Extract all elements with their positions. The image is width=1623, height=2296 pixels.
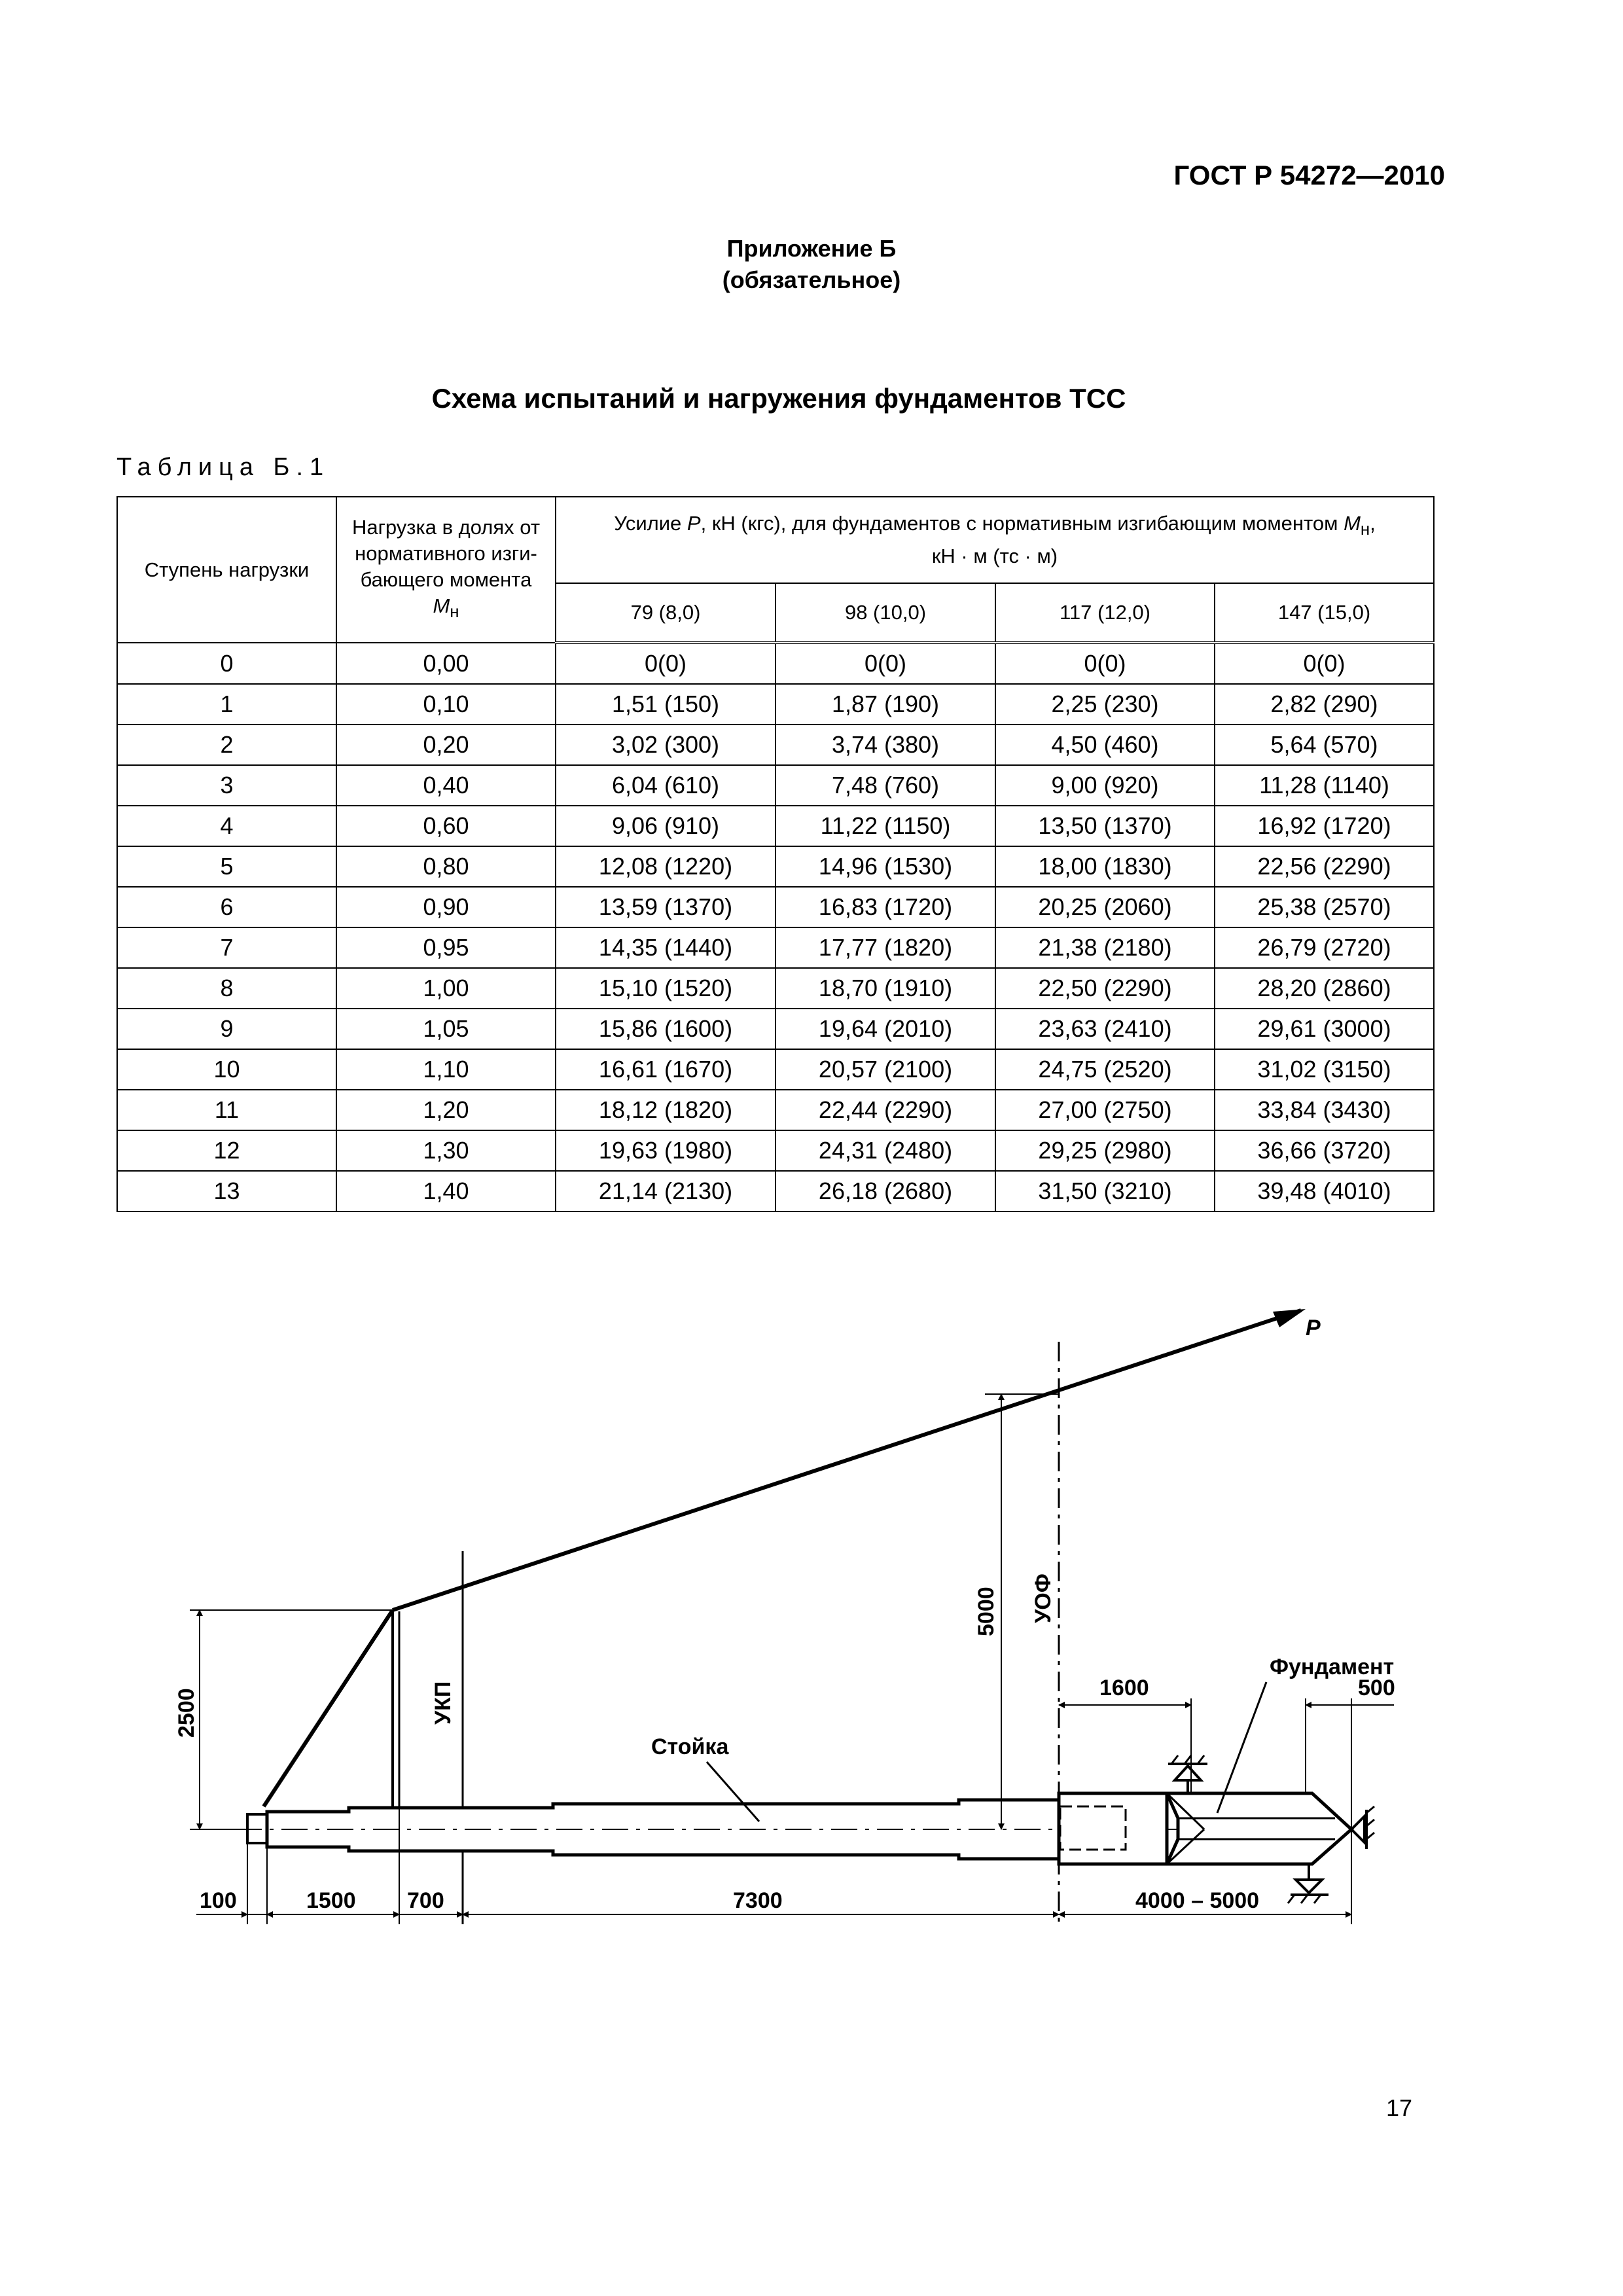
table-cell: 19,64 (2010)	[776, 1009, 995, 1049]
header-moment: 79 (8,0)	[556, 583, 776, 643]
table-row	[117, 765, 1434, 806]
header-share	[336, 497, 556, 643]
table-cell: 24,31 (2480)	[776, 1130, 995, 1171]
ukp-label: УКП	[431, 1681, 455, 1725]
table-cell: 4,50 (460)	[995, 725, 1215, 765]
table-cell: 0,40	[336, 765, 556, 806]
table-cell: 18,12 (1820)	[556, 1090, 776, 1130]
appendix-status: (обязательное)	[722, 266, 901, 293]
appendix-title: Приложение Б	[726, 235, 897, 262]
header-moment: 98 (10,0)	[776, 583, 995, 643]
table-cell: 1,40	[336, 1171, 556, 1211]
header-force-b: , кН (кгс), для фундаментов с нормативным изгибающим моментом	[700, 512, 1344, 535]
table-cell: 2,25 (230)	[995, 684, 1215, 725]
table-cell: 18,00 (1830)	[995, 846, 1215, 887]
table-cell: 29,61 (3000)	[1215, 1009, 1434, 1049]
table-row	[117, 1171, 1434, 1211]
table-cell: 16,83 (1720)	[776, 887, 995, 927]
table-row	[117, 1009, 1434, 1049]
table-cell: 29,25 (2980)	[995, 1130, 1215, 1171]
table-cell: 3,74 (380)	[776, 725, 995, 765]
table-cell: 20,57 (2100)	[776, 1049, 995, 1090]
table-cell: 2	[117, 725, 336, 765]
table-cell: 0(0)	[995, 643, 1215, 684]
table-row	[117, 887, 1434, 927]
table-row	[117, 1049, 1434, 1090]
table-cell: 12,08 (1220)	[556, 846, 776, 887]
dim-500-label: 500	[1358, 1676, 1395, 1700]
table-cell: 3,02 (300)	[556, 725, 776, 765]
dim-1600	[1059, 1698, 1191, 1793]
header-force-c: ,	[1370, 512, 1376, 535]
table-cell: 0,20	[336, 725, 556, 765]
page-number: 17	[1386, 2094, 1413, 2121]
table-cell: 0(0)	[556, 643, 776, 684]
table-cell: 0(0)	[1215, 643, 1434, 684]
table-label: Таблица Б.1	[116, 454, 330, 481]
load-table	[116, 496, 1435, 1212]
support-bottom	[1288, 1864, 1329, 1903]
table-cell: 31,02 (3150)	[1215, 1049, 1434, 1090]
load-line-p	[264, 1309, 1306, 1806]
table-cell: 12	[117, 1130, 336, 1171]
table-cell: 17,77 (1820)	[776, 927, 995, 968]
table-cell: 1,10	[336, 1049, 556, 1090]
table-cell: 33,84 (3430)	[1215, 1090, 1434, 1130]
table-row	[117, 927, 1434, 968]
header-step: Ступень нагрузки	[117, 497, 336, 643]
table-cell: 39,48 (4010)	[1215, 1171, 1434, 1211]
header-force-a: Усилие	[614, 512, 687, 535]
dim-4000-5000-label: 4000 – 5000	[1135, 1888, 1260, 1913]
dim-7300-label: 7300	[733, 1888, 783, 1913]
table-cell: 22,56 (2290)	[1215, 846, 1434, 887]
table-cell: 13,50 (1370)	[995, 806, 1215, 846]
table-cell: 11,22 (1150)	[776, 806, 995, 846]
table-cell: 6	[117, 887, 336, 927]
table-cell: 7,48 (760)	[776, 765, 995, 806]
table-cell: 7	[117, 927, 336, 968]
table-row	[117, 968, 1434, 1009]
table-cell: 1,20	[336, 1090, 556, 1130]
support-top	[1168, 1755, 1207, 1795]
support-right	[1351, 1806, 1374, 1849]
force-p-label: Р	[1306, 1316, 1321, 1340]
table-cell: 1,51 (150)	[556, 684, 776, 725]
table-row	[117, 1090, 1434, 1130]
table-cell: 1	[117, 684, 336, 725]
table-cell: 13,59 (1370)	[556, 887, 776, 927]
table-cell: 0,80	[336, 846, 556, 887]
table-cell: 11,28 (1140)	[1215, 765, 1434, 806]
table-cell: 22,44 (2290)	[776, 1090, 995, 1130]
page-title: Схема испытаний и нагружения фундаментов ТСС	[431, 383, 1126, 414]
post-label: Стойка	[651, 1734, 729, 1759]
table-cell: 21,14 (2130)	[556, 1171, 776, 1211]
header-force-p: Р	[687, 512, 701, 535]
table-row	[117, 684, 1434, 725]
table-cell: 16,92 (1720)	[1215, 806, 1434, 846]
table-cell: 0,10	[336, 684, 556, 725]
table-cell: 8	[117, 968, 336, 1009]
header-moment: 117 (12,0)	[995, 583, 1215, 643]
table-cell: 2,82 (290)	[1215, 684, 1434, 725]
table-cell: 1,05	[336, 1009, 556, 1049]
table-cell: 26,79 (2720)	[1215, 927, 1434, 968]
table-row	[117, 1130, 1434, 1171]
table-row	[117, 643, 1434, 684]
table-row	[117, 725, 1434, 765]
table-cell: 28,20 (2860)	[1215, 968, 1434, 1009]
table-cell: 0,60	[336, 806, 556, 846]
dim-1500-label: 1500	[306, 1888, 356, 1913]
table-cell: 0(0)	[776, 643, 995, 684]
table-cell: 27,00 (2750)	[995, 1090, 1215, 1130]
header-force-sub: н	[1360, 520, 1370, 539]
dim-100-label: 100	[200, 1888, 237, 1913]
table-row	[117, 806, 1434, 846]
table-cell: 5,64 (570)	[1215, 725, 1434, 765]
table-cell: 11	[117, 1090, 336, 1130]
table-row	[117, 846, 1434, 887]
table-cell: 4	[117, 806, 336, 846]
table-cell: 31,50 (3210)	[995, 1171, 1215, 1211]
table-cell: 14,35 (1440)	[556, 927, 776, 968]
dim-1600-label: 1600	[1099, 1676, 1149, 1700]
table-cell: 13	[117, 1171, 336, 1211]
table-cell: 1,30	[336, 1130, 556, 1171]
loading-scheme-figure	[0, 1270, 1623, 1977]
table-cell: 0,95	[336, 927, 556, 968]
table-cell: 19,63 (1980)	[556, 1130, 776, 1171]
dim-700-label: 700	[407, 1888, 444, 1913]
table-cell: 22,50 (2290)	[995, 968, 1215, 1009]
table-cell: 9,06 (910)	[556, 806, 776, 846]
uof-label: УОФ	[1031, 1573, 1056, 1623]
table-cell: 0	[117, 643, 336, 684]
table-cell: 5	[117, 846, 336, 887]
table-cell: 14,96 (1530)	[776, 846, 995, 887]
table-cell: 15,10 (1520)	[556, 968, 776, 1009]
table-cell: 10	[117, 1049, 336, 1090]
dim-2500-label: 2500	[174, 1688, 199, 1738]
table-cell: 3	[117, 765, 336, 806]
table-cell: 1,87 (190)	[776, 684, 995, 725]
document-standard-number: ГОСТ Р 54272—2010	[1173, 160, 1445, 190]
header-moment: 147 (15,0)	[1215, 583, 1434, 643]
table-cell: 21,38 (2180)	[995, 927, 1215, 968]
table-cell: 36,66 (3720)	[1215, 1130, 1434, 1171]
header-share-sub: н	[450, 603, 459, 622]
appendix-heading	[484, 233, 1139, 296]
table-cell: 25,38 (2570)	[1215, 887, 1434, 927]
table-cell: 23,63 (2410)	[995, 1009, 1215, 1049]
header-force	[556, 497, 1434, 583]
table-cell: 26,18 (2680)	[776, 1171, 995, 1211]
table-cell: 20,25 (2060)	[995, 887, 1215, 927]
table-cell: 0,90	[336, 887, 556, 927]
table-cell: 16,61 (1670)	[556, 1049, 776, 1090]
foundation-body	[1059, 1793, 1351, 1864]
header-force-units: кН · м (тс · м)	[931, 544, 1058, 567]
table-cell: 18,70 (1910)	[776, 968, 995, 1009]
table-cell: 24,75 (2520)	[995, 1049, 1215, 1090]
dim-2500	[190, 1610, 393, 1829]
table-cell: 0,00	[336, 643, 556, 684]
header-force-m: М	[1344, 512, 1361, 535]
table-cell: 9,00 (920)	[995, 765, 1215, 806]
foundation-label: Фундамент	[1270, 1655, 1395, 1679]
header-share-symbol: М	[433, 594, 450, 617]
table-cell: 15,86 (1600)	[556, 1009, 776, 1049]
dim-5000-label: 5000	[974, 1587, 999, 1636]
table-cell: 9	[117, 1009, 336, 1049]
table-cell: 6,04 (610)	[556, 765, 776, 806]
table-cell: 1,00	[336, 968, 556, 1009]
header-share-text: Нагрузка в долях от нормативного изги-бающего момента	[351, 515, 541, 591]
